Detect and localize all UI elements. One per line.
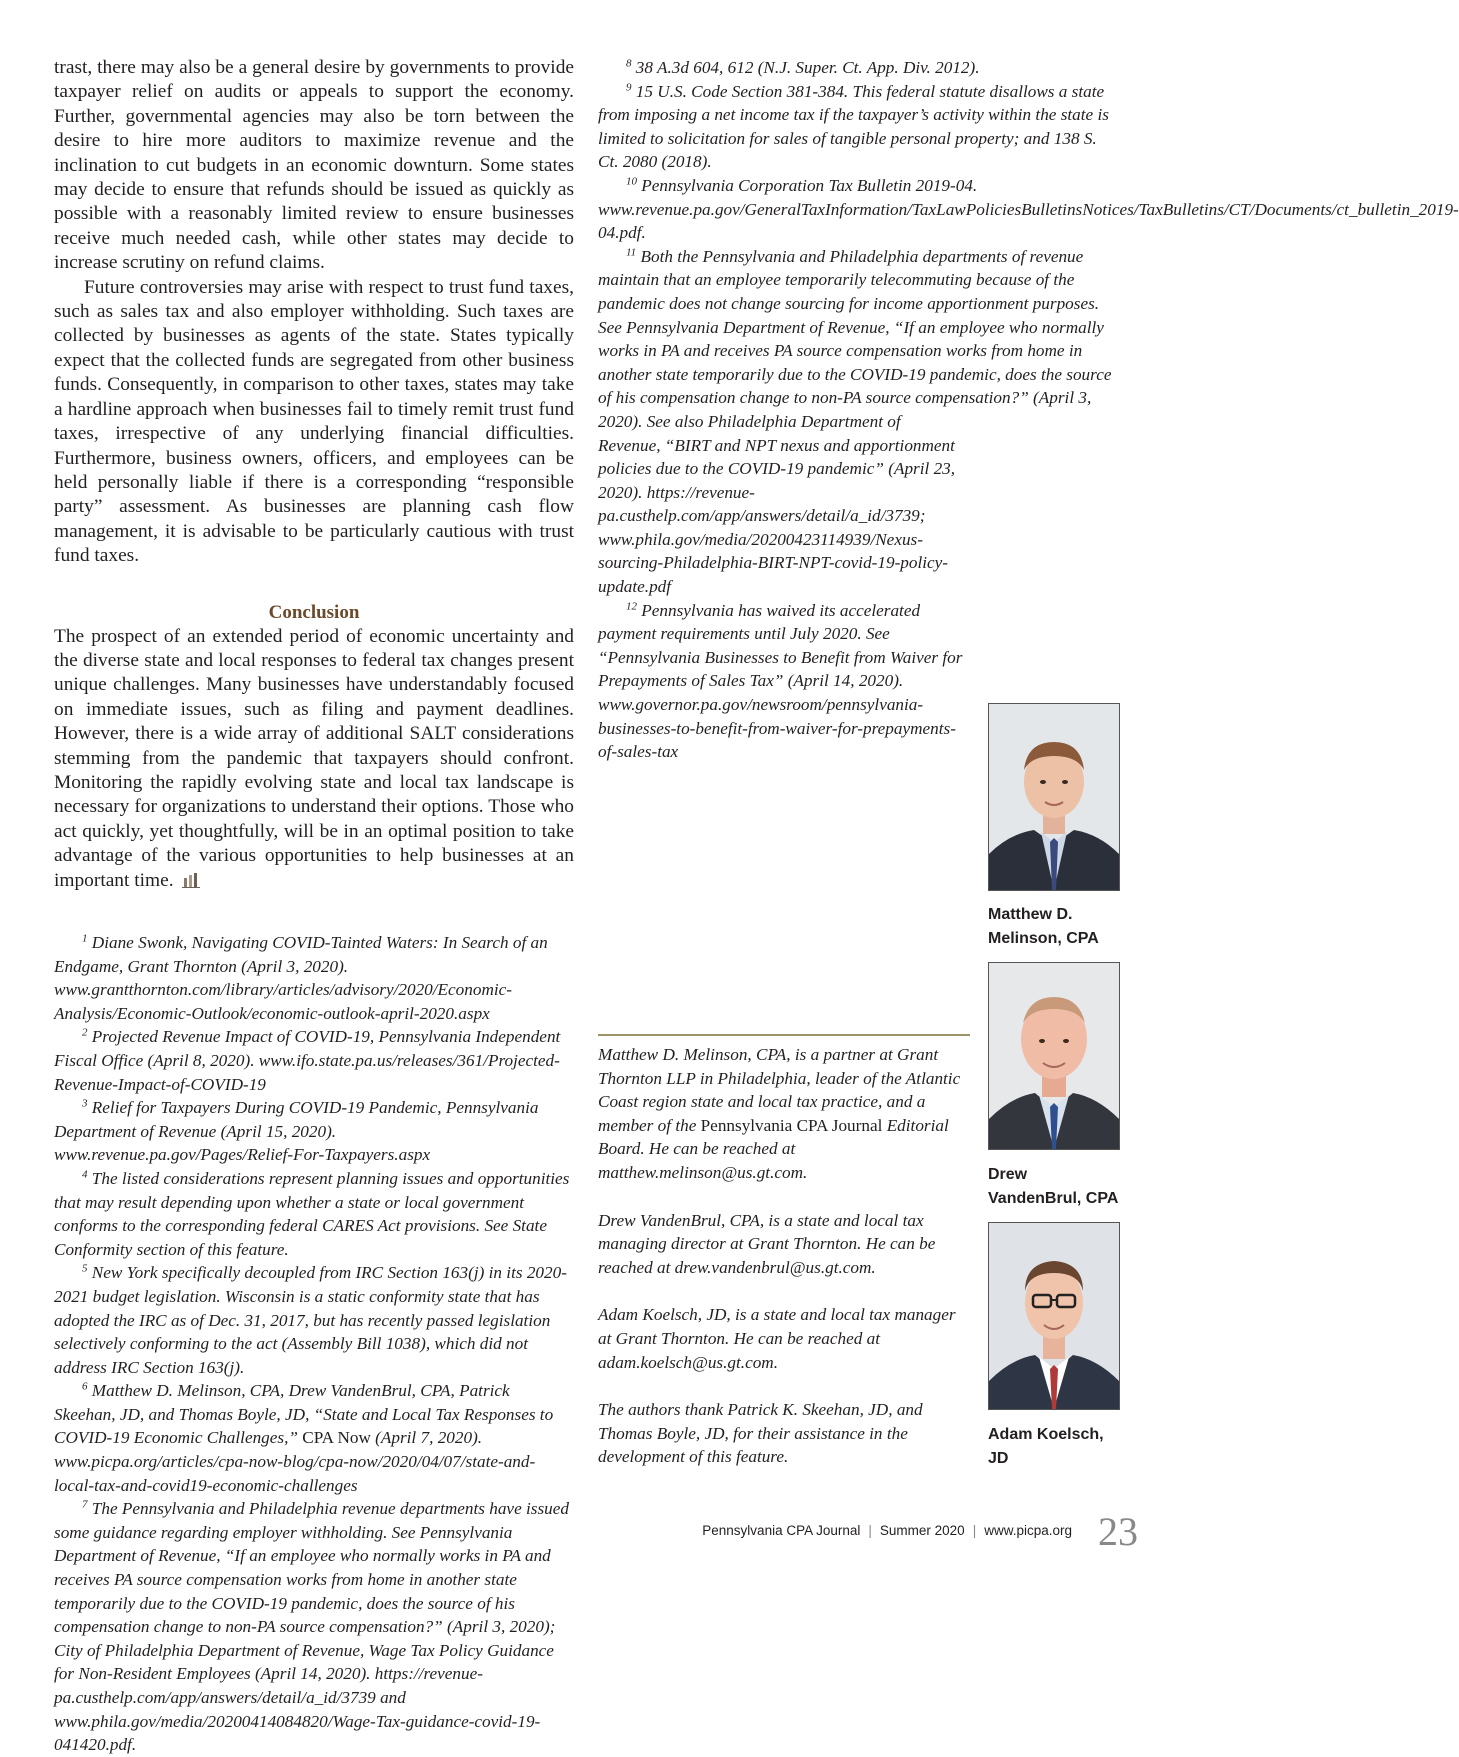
portrait-koelsch-icon [989, 1223, 1119, 1409]
footnote-12: $^{12}$ Pennsylvania has waived its accelerated payment requirements until July 2020. See “Pennsylvania Businesses to Benefit from Waiver for Prepayments of Sales Tax” (April 14, 2020). www.governor.pa.gov/newsroom/pennsylvania-businesses-to-benefit-from-waiver-for-prepayments-of-sales-tax [598, 599, 963, 762]
bio-vandenbrul: Drew VandenBrul, CPA, is a state and local tax managing director at Grant Thornton. He can be reached at drew.vandenbrul@us.gt.com. [598, 1210, 936, 1277]
author-bios [598, 1043, 970, 1493]
body-paragraph-2: Future controversies may arise with respect to trust fund taxes, such as sales tax and also employer withholding. Such taxes are collected by businesses as agents of the state. States typically expect that the collected funds are segregated from other business funds. Consequently, in comparison to other taxes, states may take a hardline approach when businesses fail to timely remit trust fund taxes, irrespective of any underlying financial difficulties. Furthermore, business owners, officers, and employees can be held personally liable if there is a corresponding “responsible party” assessment. As businesses are planning cash flow management, it is advisable to be particularly cautious with trust fund taxes. [54, 276, 574, 567]
page-footer [640, 1510, 1140, 1554]
bio-koelsch: Adam Koelsch, JD, is a state and local tax manager at Grant Thornton. He can be reached at adam.koelsch@us.gt.com. [598, 1305, 956, 1372]
portrait-melinson-icon [989, 704, 1119, 890]
footer-issue: Summer 2020 [879, 1523, 965, 1538]
end-mark-icon [182, 872, 200, 888]
right-column [598, 56, 1459, 764]
footer-separator: | [972, 1523, 977, 1538]
footnote-3: $^3$ Relief for Taxpayers During COVID-19 Pandemic, Pennsylvania Department of Revenue (April 15, 2020). www.revenue.pa.gov/Pages/Relief-For-Taxpayers.aspx [54, 1097, 539, 1165]
footer-text [702, 1523, 1072, 1538]
footnotes-left [54, 931, 574, 1757]
caption-melinson: Matthew D. Melinson, CPA [988, 906, 1099, 947]
left-column [54, 56, 574, 1757]
footnote-2: $^2$ Projected Revenue Impact of COVID-19, Pennsylvania Independent Fiscal Office (April 8, 2020). www.ifo.state.pa.us/releases/361/Projected-Revenue-Impact-of-COVID-19 [54, 1026, 561, 1094]
bio-divider [598, 1034, 970, 1036]
footnote-4: $^4$ The listed considerations represent planning issues and opportunities that may result depending upon whether a state or local government conforms to the corresponding federal CARES Act provisions. See State Conformity section of this feature. [54, 1168, 570, 1259]
conclusion-paragraph [54, 625, 574, 893]
footer-website[interactable]: www.picpa.org [984, 1523, 1072, 1538]
footnote-11-continued: Revenue, “BIRT and NPT nexus and apportionment policies due to the COVID-19 pandemic” (April 23, 2020). https://revenue-pa.custhelp.com/app/answers/detail/a_id/3739; www.phila.gov/media/20200423114939/Nexus-sourcing-Philadelphia-BIRT-NPT-covid-19-policy-update.pdf [598, 435, 956, 597]
footnote-11: $^{11}$ Both the Pennsylvania and Philadelphia departments of revenue maintain that an employee temporarily telecommuting because of the pandemic does not change sourcing for income apportionment purposes. See Pennsylvania Department of Revenue, “If an employee who normally works in PA and receives PA source compensation works from home in another state temporarily due to the COVID-19 pandemic, does the source of his compensation change to non-PA source compensation?” (April 3, 2020). See also Philadelphia Department of [598, 246, 1112, 431]
conclusion-heading: Conclusion [268, 601, 360, 623]
footnote-5: $^5$ New York specifically decoupled from IRC Section 163(j) in its 2020-2021 budget legislation. Wisconsin is a static conformity state that has adopted the IRC as of Dec. 31, 2017, but has recently passed legislation selectively conforming to the act (Assembly Bill 1038), which did not address IRC Section 163(j). [54, 1262, 567, 1377]
footer-separator: | [868, 1523, 872, 1538]
acknowledgements: The authors thank Patrick K. Skeehan, JD, and Thomas Boyle, JD, for their assistance in the development of this feature. [598, 1400, 923, 1467]
footnote-8: $^8$ 38 A.3d 604, 612 (N.J. Super. Ct. App. Div. 2012). [626, 57, 980, 77]
photo-vandenbrul [988, 962, 1120, 1150]
caption-koelsch: Adam Koelsch, JD [988, 1426, 1104, 1467]
bio-melinson: Matthew D. Melinson, CPA, is a partner at Grant Thornton LLP in Philadelphia, leader of the Atlantic Coast region state and local tax practice, and a member of the Pennsylvania CPA Journal Editorial Board. He can be reached at matthew.melinson@us.gt.com. [598, 1045, 961, 1182]
footnote-9: $^9$ 15 U.S. Code Section 381-384. This federal statute disallows a state from imposing a net income tax if the taxpayer’s activity within the state is limited to solicitation for sales of tangible personal property; and 138 S. Ct. 2080 (2018). [598, 80, 1109, 172]
photo-koelsch [988, 1222, 1120, 1410]
photo-melinson [988, 703, 1120, 891]
footnote-10: $^{10}$ Pennsylvania Corporation Tax Bulletin 2019-04. www.revenue.pa.gov/GeneralTaxInformation/TaxLawPoliciesBulletinsNotices/TaxBulletins/CT/Documents/ct_bulletin_2019-04.pdf. [598, 175, 1459, 243]
footer-journal: Pennsylvania CPA Journal [702, 1523, 861, 1538]
body-paragraph-1: trast, there may also be a general desire by governments to provide taxpayer relief on audits or appeals to support the economy. Further, governmental agencies may also be torn between the desire to hire more auditors to maximize revenue and the inclination to cut budgets in an economic downturn. Some states may decide to ensure that refunds should be issued as quickly as possible with a reasonably limited review to ensure businesses receive much needed cash, while other states may decide to increase scrutiny on refund claims. [54, 57, 574, 274]
portrait-vandenbrul-icon [989, 963, 1119, 1149]
footnote-1: $^1$ Diane Swonk, Navigating COVID-Tainted Waters: In Search of an Endgame, Grant Thornton (April 3, 2020). www.grantthornton.com/library/articles/advisory/2020/Economic-Analysis/Economic-Outlook/economic-outlook-april-2020.aspx [54, 932, 548, 1023]
conclusion-text: The prospect of an extended period of economic uncertainty and the diverse state and local responses to federal tax changes present unique challenges. Many businesses have understandably focused on immediate issues, such as filing and payment deadlines. However, there is a wide array of additional SALT considerations stemming from the pandemic that taxpayers should confront. Monitoring the rapidly evolving state and local tax landscape is necessary for organizations to understand their options. Those who act quickly, yet thoughtfully, will be in an optimal position to take advantage of the various opportunities to help businesses at an important time. [54, 625, 574, 891]
page-number: 23 [1098, 1509, 1138, 1554]
footnote-6: $^6$ Matthew D. Melinson, CPA, Drew VandenBrul, CPA, Patrick Skeehan, JD, and Thomas Boyle, JD, “State and Local Tax Responses to COVID-19 Economic Challenges,” CPA Now (April 7, 2020). www.picpa.org/articles/cpa-now-blog/cpa-now/2020/04/07/state-and-local-tax-and-covid19-economic-challenges [54, 1380, 554, 1495]
footnote-7: $^7$ The Pennsylvania and Philadelphia revenue departments have issued some guidance regarding employer withholding. See Pennsylvania Department of Revenue, “If an employee who normally works in PA and receives PA source compensation works from home in another state temporarily due to the COVID-19 pandemic, does the source of his compensation change to non-PA source compensation?” (April 3, 2020); City of Philadelphia Department of Revenue, Wage Tax Policy Guidance for Non-Resident Employees (April 14, 2020). https://revenue-pa.custhelp.com/app/answers/detail/a_id/3739 and www.phila.gov/media/20200414084820/Wage-Tax-guidance-covid-19-041420.pdf. [54, 1498, 569, 1755]
caption-vandenbrul: Drew VandenBrul, CPA [988, 1166, 1119, 1207]
